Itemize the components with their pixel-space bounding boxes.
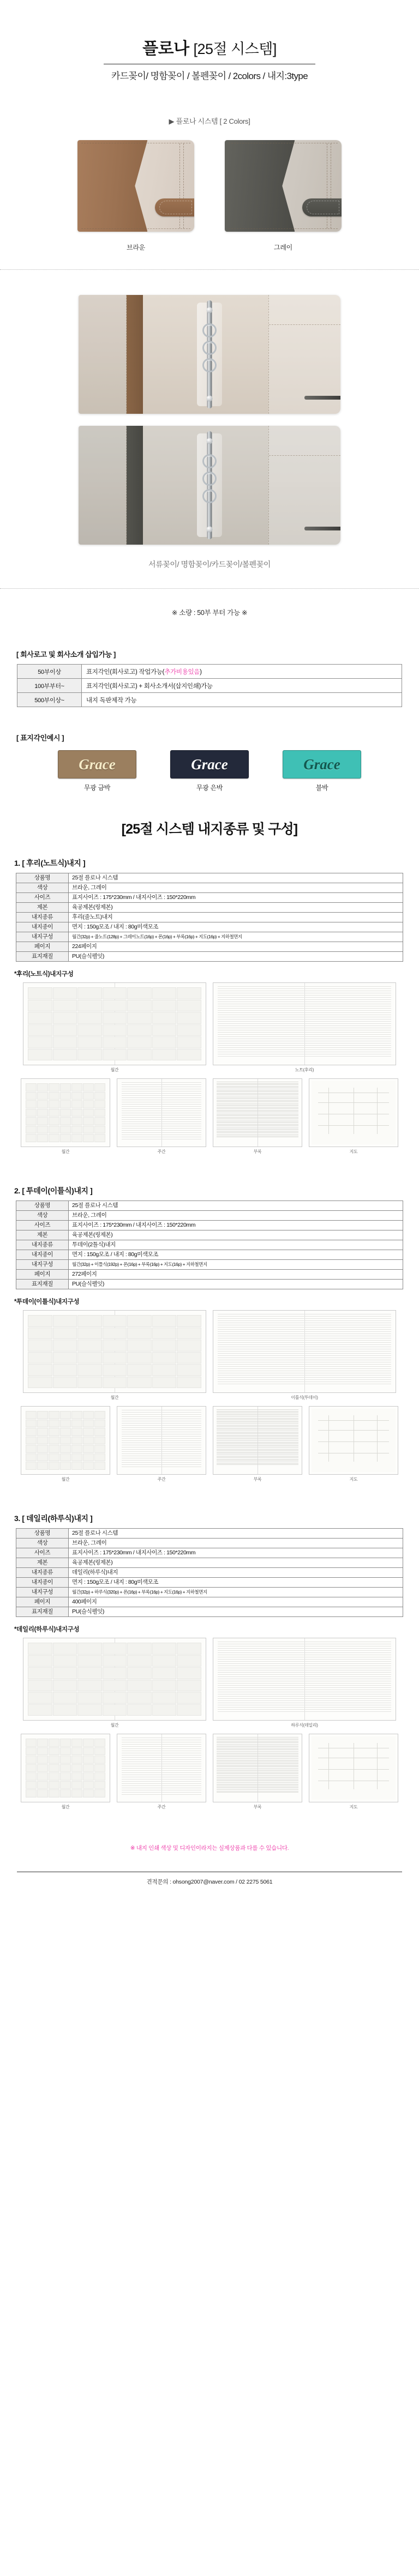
sheet-label: 월간 <box>110 1395 119 1400</box>
calendar-grid <box>26 1083 105 1142</box>
sheet-monthly-small <box>21 1078 110 1147</box>
ruled-lines <box>122 1738 201 1799</box>
spec-key: 색상 <box>16 883 69 893</box>
sheet-appendix <box>213 1734 302 1802</box>
binder-ring <box>202 454 217 468</box>
pen-loop <box>304 396 340 400</box>
sheet-label: 주간 <box>157 1477 166 1482</box>
table-row <box>16 1597 403 1607</box>
ring-release-knob <box>207 396 213 402</box>
cover-strap <box>302 198 342 216</box>
ring-release-knob <box>207 307 213 313</box>
sheet-preview <box>213 1638 396 1728</box>
sheet-preview <box>23 982 206 1073</box>
specs-section-title: [25절 시스템 내지종류 및 구성] <box>121 822 298 837</box>
sheet-preview-row-1b <box>0 1078 419 1155</box>
sheet-preview-row-2b <box>0 1406 419 1482</box>
spec-value: PU(슬식펠잇) <box>69 952 403 962</box>
sheet-label: 지도 <box>349 1805 358 1809</box>
sheet-map <box>309 1078 398 1147</box>
spec-value: 월간(32p) + 하루식(320p) + 폰(16p) + 부록(16p) + 지도(16p) + 지하철면지 <box>69 1588 403 1597</box>
spec-key: 사이즈 <box>16 1221 69 1230</box>
spec-value: 데일리(하루식)내지 <box>69 1568 403 1578</box>
spec-value: 후리(줄노트)내지 <box>69 913 403 922</box>
cover-photo-gray <box>225 140 342 232</box>
table-row <box>17 665 402 679</box>
sheet-preview <box>117 1734 206 1810</box>
sheet-label: 노트(후리) <box>295 1067 314 1072</box>
disclaimer-note: ※ 내지 인쇄 색상 및 디자인이라지는 실제상품과 다를 수 있습니다. <box>130 1845 289 1851</box>
spec-value: 224페이지 <box>69 942 403 952</box>
spec-key: 색상 <box>16 1211 69 1221</box>
stitch-bottom <box>229 228 338 229</box>
foil-section-heading: [ 표지각인예시 ] <box>16 734 64 742</box>
sheet-label: 월간 <box>61 1805 70 1809</box>
spec-value: 월간(32p) + 줄노트(128p) + 그레이노트(16p) + 폰(16p) + 부록(16p) + 지도(16p) + 지하철면지 <box>69 932 403 942</box>
spec-value: 표지사이즈 : 175*230mm / 내지사이즈 : 150*220mm <box>69 1221 403 1230</box>
sheet-preview-row-2a <box>0 1310 419 1401</box>
table-row <box>16 1240 403 1250</box>
spec-value: 브라운, 그레이 <box>69 883 403 893</box>
spec-key: 제본 <box>16 903 69 913</box>
sheet-weekly <box>117 1406 206 1475</box>
table-row <box>16 913 403 922</box>
color-variant-brown <box>77 140 194 252</box>
sheet-preview-row-1a <box>0 982 419 1073</box>
sheet-appendix <box>213 1078 302 1147</box>
spec-value: 400페이지 <box>69 1597 403 1607</box>
min-order-note: ※ 소량 : 50부 부터 가능 ※ <box>171 609 248 617</box>
ruled-lines <box>122 1082 201 1143</box>
spec-table-3 <box>16 1528 403 1617</box>
sheet-monthly <box>23 982 206 1065</box>
table-row <box>16 1270 403 1280</box>
spec-key: 내지종이 <box>16 922 69 932</box>
spec-key: 제본 <box>16 1230 69 1240</box>
sheet-label: 부록 <box>253 1477 262 1482</box>
open-binder-photo-gray <box>79 426 340 545</box>
spec-key: 상품명 <box>16 1201 69 1211</box>
calendar-grid <box>28 987 201 1060</box>
table-row <box>16 1539 403 1548</box>
table-row <box>16 1548 403 1558</box>
spec-key: 내지종류 <box>16 1240 69 1250</box>
sheet-label: 월간 <box>61 1477 70 1482</box>
logo-row-qty: 50부이상 <box>17 665 82 679</box>
binder-left-flap <box>79 426 127 545</box>
spec-key: 색상 <box>16 1539 69 1548</box>
logo-row-desc <box>82 665 402 679</box>
sheet-label: 부록 <box>253 1149 262 1154</box>
color-name-brown: 브라운 <box>127 244 145 251</box>
table-row <box>16 1250 403 1260</box>
logo-options-table <box>17 664 402 707</box>
binder-ring <box>202 323 217 337</box>
product-tagline: 카드꽂이/ 명함꽂이 / 볼펜꽂이 / 2colors / 내지:3type <box>111 71 308 81</box>
logo-row-desc: 표지각인(회사로고) + 회사소개서(삽지인쇄)가능 <box>82 679 402 693</box>
sheet-two-day <box>213 1310 396 1393</box>
spec-value: 면지 : 150g모조 / 내지 : 80g미색모조 <box>69 1578 403 1588</box>
dense-text-lines <box>217 1737 298 1799</box>
sheet-label: 지도 <box>349 1477 358 1482</box>
ruled-lines <box>218 1314 391 1389</box>
color-name-gray: 그레이 <box>274 244 292 251</box>
sheet-preview <box>213 1734 302 1810</box>
sheet-monthly-small <box>21 1406 110 1475</box>
foil-swatch-black: Grace <box>283 750 361 779</box>
foil-label-black: 불박 <box>315 784 328 792</box>
calendar-grid <box>26 1411 105 1470</box>
sheet-preview <box>213 1078 302 1155</box>
spec-key: 상품명 <box>16 1529 69 1539</box>
stitch-bottom <box>81 228 190 229</box>
spec-value: 표지사이즈 : 175*230mm / 내지사이즈 : 150*220mm <box>69 893 403 903</box>
sheet-preview <box>23 1638 206 1728</box>
page-header <box>0 0 419 82</box>
spec-block-2-sample-heading: *투데이(이틀식)내지구성 <box>14 1299 80 1305</box>
table-row <box>16 1578 403 1588</box>
ruled-lines <box>218 1642 391 1717</box>
logo-row-qty: 500부이상~ <box>17 693 82 707</box>
foil-swatch-gold: Grace <box>58 750 136 779</box>
table-row <box>16 952 403 962</box>
spec-table-2 <box>16 1200 403 1289</box>
logo-row-qty: 100부부터~ <box>17 679 82 693</box>
sheet-preview-row-3a <box>0 1638 419 1728</box>
spec-value: 25절 플로나 시스템 <box>69 1201 403 1211</box>
pen-loop <box>304 527 340 530</box>
spec-value: 25절 플로나 시스템 <box>69 873 403 883</box>
foil-label-silver: 무광 은박 <box>196 784 223 792</box>
table-row <box>16 1558 403 1568</box>
subway-map-art <box>312 1409 396 1472</box>
table-row <box>16 1588 403 1597</box>
sheet-label: 주간 <box>157 1149 166 1154</box>
sheet-preview <box>21 1406 110 1482</box>
binder-strap-band <box>127 426 143 545</box>
sheet-monthly <box>23 1638 206 1721</box>
logo-desc-highlight: 추가비용있음 <box>164 668 200 675</box>
sheet-preview <box>213 982 396 1073</box>
sheet-appendix <box>213 1406 302 1475</box>
sheet-label: 이틀식(투데이) <box>291 1395 318 1400</box>
table-row <box>16 893 403 903</box>
foil-sample-silver <box>170 750 249 792</box>
sheet-preview <box>213 1406 302 1482</box>
spec-key: 내지구성 <box>16 932 69 942</box>
table-row <box>16 903 403 913</box>
title-main-text: 플로나 <box>142 40 189 58</box>
logo-desc-pre: 표지각인(회사로고) 작업가능( <box>86 668 165 675</box>
logo-desc-post: ) <box>200 668 202 675</box>
table-row <box>16 1201 403 1211</box>
sheet-preview <box>309 1734 398 1810</box>
foil-swatch-silver: Grace <box>170 750 249 779</box>
spec-value: PU(슬식펠잇) <box>69 1280 403 1289</box>
table-row <box>16 942 403 952</box>
sheet-preview <box>21 1078 110 1155</box>
ring-release-knob <box>207 527 213 533</box>
sheet-map <box>309 1734 398 1802</box>
subway-map-art <box>312 1081 396 1144</box>
contact-info: 견적문의 : ohsong2007@naver.com / 02 2275 5061 <box>146 1879 273 1885</box>
logo-row-desc: 내지 독판제작 가능 <box>82 693 402 707</box>
table-row <box>16 1230 403 1240</box>
dense-text-lines <box>217 1409 298 1471</box>
sheet-label: 월간 <box>61 1149 70 1154</box>
spec-value: 투데이(2틀식)내지 <box>69 1240 403 1250</box>
spec-block-3-sample-heading: *데일리(하루식)내지구성 <box>14 1626 80 1633</box>
table-row <box>16 883 403 893</box>
spec-key: 내지구성 <box>16 1260 69 1270</box>
spec-key: 상품명 <box>16 873 69 883</box>
spec-table-1 <box>16 873 403 962</box>
table-row <box>16 1529 403 1539</box>
sheet-preview <box>117 1406 206 1482</box>
sheet-preview-row-3b <box>0 1734 419 1810</box>
open-binder-photo-brown <box>79 295 340 414</box>
spec-key: 표지재질 <box>16 1280 69 1289</box>
sheet-label: 월간 <box>110 1723 119 1728</box>
sheet-label: 부록 <box>253 1805 262 1809</box>
sheet-label: 주간 <box>157 1805 166 1809</box>
spec-value: PU(슬식펠잇) <box>69 1607 403 1617</box>
table-row <box>16 922 403 932</box>
spec-key: 내지종류 <box>16 1568 69 1578</box>
title-sub-text: [25절 시스템] <box>193 41 277 57</box>
sheet-preview <box>117 1078 206 1155</box>
dense-text-lines <box>217 1082 298 1144</box>
sheet-preview <box>309 1406 398 1482</box>
colors-section-label: ▶ 플로나 시스템 [ 2 Colors] <box>169 117 250 125</box>
table-row <box>16 1607 403 1617</box>
ring-release-knob <box>207 438 213 444</box>
table-row <box>16 1221 403 1230</box>
spec-key: 페이지 <box>16 942 69 952</box>
spec-key: 내지종류 <box>16 913 69 922</box>
sheet-weekly <box>117 1734 206 1802</box>
spec-value: 25절 플로나 시스템 <box>69 1529 403 1539</box>
table-row <box>16 873 403 883</box>
spec-value: 월간(32p) + 이틀식(192p) + 폰(16p) + 부록(16p) + 지도(16p) + 지하철면지 <box>69 1260 403 1270</box>
cover-strap <box>155 198 194 216</box>
spec-key: 사이즈 <box>16 893 69 903</box>
sheet-preview <box>23 1310 206 1401</box>
spec-key: 페이지 <box>16 1270 69 1280</box>
cover-photo-brown <box>77 140 194 232</box>
sheet-daily <box>213 1638 396 1721</box>
sheet-monthly-small <box>21 1734 110 1802</box>
calendar-grid <box>28 1315 201 1388</box>
spec-key: 제본 <box>16 1558 69 1568</box>
spec-value: 표지사이즈 : 175*230mm / 내지사이즈 : 150*220mm <box>69 1548 403 1558</box>
sheet-label: 하루식(데일리) <box>291 1723 318 1728</box>
spec-value: 육공제본(링제본) <box>69 1558 403 1568</box>
spec-value: 272페이지 <box>69 1270 403 1280</box>
binder-strap-band <box>127 295 143 414</box>
binder-ring <box>202 341 217 355</box>
spec-value: 브라운, 그레이 <box>69 1211 403 1221</box>
table-row <box>16 1280 403 1289</box>
binder-left-flap <box>79 295 127 414</box>
sheet-preview <box>309 1078 398 1155</box>
sheet-weekly <box>117 1078 206 1147</box>
table-row <box>17 693 402 707</box>
logo-section-heading: [ 회사로고 및 회사소개 삽입가능 ] <box>16 650 116 659</box>
spec-key: 내지종이 <box>16 1250 69 1260</box>
spec-block-2-heading: 2. [ 투데이(이틀식)내지 ] <box>14 1186 93 1195</box>
spec-block-1-heading: 1. [ 후리(노트식)내지 ] <box>14 859 86 867</box>
spec-key: 내지종이 <box>16 1578 69 1588</box>
table-row <box>16 1568 403 1578</box>
foil-sample-gold <box>58 750 136 792</box>
spec-key: 표지재질 <box>16 1607 69 1617</box>
spec-key: 내지구성 <box>16 1588 69 1597</box>
table-row <box>16 1260 403 1270</box>
sheet-label: 지도 <box>349 1149 358 1154</box>
sheet-preview <box>21 1734 110 1810</box>
spec-value: 육공제본(링제본) <box>69 1230 403 1240</box>
foil-label-gold: 무광 금박 <box>83 784 111 792</box>
spec-key: 표지재질 <box>16 952 69 962</box>
sheet-monthly <box>23 1310 206 1393</box>
color-variants-row <box>0 140 419 252</box>
spec-value: 면지 : 150g모조 / 내지 : 80g미색모조 <box>69 922 403 932</box>
table-row <box>16 932 403 942</box>
spec-value: 면지 : 150g모조 / 내지 : 80g미색모조 <box>69 1250 403 1260</box>
sheet-preview <box>213 1310 396 1401</box>
spec-key: 사이즈 <box>16 1548 69 1558</box>
table-row <box>16 1211 403 1221</box>
calendar-grid <box>26 1739 105 1797</box>
table-row <box>17 679 402 693</box>
ruled-lines <box>122 1410 201 1471</box>
sheet-label: 월간 <box>110 1067 119 1072</box>
binder-ring <box>202 472 217 486</box>
spec-key: 페이지 <box>16 1597 69 1607</box>
calendar-grid <box>28 1643 201 1716</box>
foil-samples-row <box>0 750 419 792</box>
sheet-map <box>309 1406 398 1475</box>
color-variant-gray <box>225 140 342 252</box>
ruled-lines <box>218 986 391 1061</box>
subway-map-art <box>312 1736 396 1800</box>
binder-ring <box>202 358 217 372</box>
binder-ring <box>202 489 217 503</box>
spec-value: 육공제본(링제본) <box>69 903 403 913</box>
spec-block-3-heading: 3. [ 데일리(하루식)내지 ] <box>14 1514 93 1523</box>
spec-block-1-sample-heading: *후리(노트식)내지구성 <box>14 971 74 978</box>
spec-value: 브라운, 그레이 <box>69 1539 403 1548</box>
sheet-lined-note <box>213 982 396 1065</box>
open-binder-caption: 서류꽂이/ 명함꽂이/카드꽂이/볼펜꽂이 <box>148 560 271 569</box>
page-title <box>142 35 277 59</box>
foil-sample-black <box>283 750 361 792</box>
